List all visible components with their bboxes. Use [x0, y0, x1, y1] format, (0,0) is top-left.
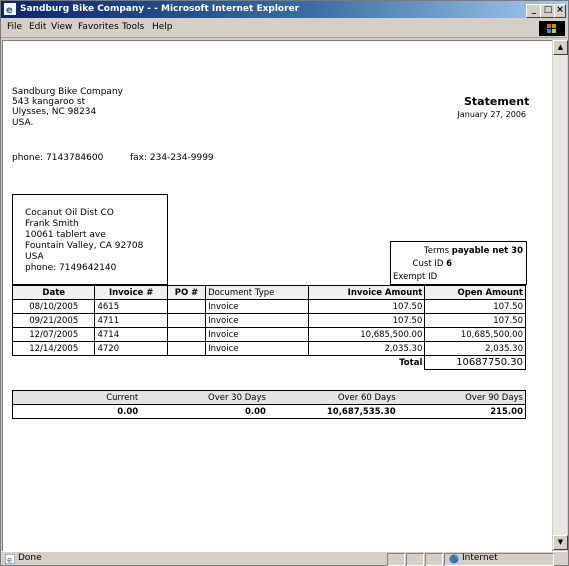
terms-line: [392, 246, 523, 256]
cell-date: 09/21/2005: [13, 314, 95, 328]
company-phone: phone: 7143784600: [12, 153, 104, 163]
page-done-icon: [5, 554, 15, 564]
scroll-down-button[interactable]: ▼: [553, 535, 568, 550]
cell-invoice-number: 4720: [95, 342, 167, 356]
menu-favorites[interactable]: Favorites: [78, 22, 119, 32]
col-po-number: PO #: [167, 286, 205, 300]
vertical-scrollbar[interactable]: [552, 40, 567, 550]
aging-current-value: 0.00: [13, 405, 141, 419]
aging-90-value: 215.00: [398, 405, 526, 419]
cell-invoice-number: 4714: [95, 328, 167, 342]
title-bar[interactable]: [1, 1, 567, 18]
cell-open-amount: 2,035.30: [425, 342, 526, 356]
aging-header-row: [13, 391, 526, 405]
menu-tools[interactable]: Tools: [122, 22, 145, 32]
globe-icon: [449, 554, 459, 564]
status-text: Done: [18, 553, 42, 563]
total-row: [13, 356, 526, 370]
table-row: [13, 314, 526, 328]
cell-document-type: Invoice: [206, 328, 309, 342]
cell-document-type: Invoice: [206, 300, 309, 314]
aging-90-label: Over 90 Days: [398, 391, 526, 405]
window-title: Sandburg Bike Company - - Microsoft Internet Explorer: [20, 4, 300, 14]
cell-invoice-amount: 107.50: [308, 314, 425, 328]
svg-text:e: e: [6, 5, 13, 15]
aging-table: [12, 390, 526, 419]
exempt-id-label: Exempt ID: [393, 272, 438, 282]
cell-open-amount: 10,685,500.00: [425, 328, 526, 342]
cell-invoice-number: 4615: [95, 300, 167, 314]
col-invoice-amount: Invoice Amount: [308, 286, 425, 300]
cell-date: 08/10/2005: [13, 300, 95, 314]
aging-60-label: Over 60 Days: [268, 391, 398, 405]
status-cell-3: [425, 553, 443, 566]
security-zone: [444, 553, 554, 566]
customer-name: Cocanut Oil Dist CO: [25, 208, 114, 218]
company-fax: fax: 234-234-9999: [130, 153, 214, 163]
status-cell-2: [406, 553, 424, 566]
statement-title: Statement: [464, 95, 530, 108]
statement-date: January 27, 2006: [457, 110, 526, 119]
cell-open-amount: 107.50: [425, 314, 526, 328]
customer-city: Fountain Valley, CA 92708: [25, 241, 144, 251]
customer-country: USA: [25, 252, 44, 262]
close-button[interactable]: ×: [554, 4, 566, 18]
invoice-header-row: [13, 286, 526, 300]
cell-po-number: [167, 342, 205, 356]
aging-current-label: Current: [13, 391, 141, 405]
cell-po-number: [167, 328, 205, 342]
table-row: [13, 328, 526, 342]
status-cell-1: [387, 553, 405, 566]
cust-id-label: Cust ID: [412, 259, 444, 269]
menu-bar: [1, 19, 567, 38]
windows-logo-icon: [539, 21, 565, 36]
zone-label: Internet: [462, 553, 498, 563]
cell-po-number: [167, 300, 205, 314]
customer-street: 10061 tablert ave: [25, 230, 106, 240]
cust-id-line: [392, 259, 452, 269]
customer-phone: phone: 7149642140: [25, 263, 117, 273]
aging-60-value: 10,687,535.30: [268, 405, 398, 419]
terms-label: Terms: [424, 246, 450, 256]
aging-30-label: Over 30 Days: [140, 391, 268, 405]
scroll-up-button[interactable]: ▲: [553, 40, 568, 55]
invoice-table: [12, 285, 526, 370]
menu-edit[interactable]: Edit: [29, 22, 47, 32]
cell-document-type: Invoice: [206, 342, 309, 356]
cell-document-type: Invoice: [206, 314, 309, 328]
cell-invoice-amount: 2,035.30: [308, 342, 425, 356]
table-row: [13, 342, 526, 356]
cell-invoice-number: 4711: [95, 314, 167, 328]
col-date: Date: [13, 286, 95, 300]
cell-invoice-amount: 10,685,500.00: [308, 328, 425, 342]
aging-value-row: [13, 405, 526, 419]
company-name: Sandburg Bike Company: [12, 87, 123, 97]
status-bar: [1, 551, 567, 565]
cell-invoice-amount: 107.50: [308, 300, 425, 314]
company-country: USA.: [12, 118, 34, 128]
col-open-amount: Open Amount: [425, 286, 526, 300]
col-document-type: Document Type: [206, 286, 309, 300]
total-spacer: [13, 356, 309, 370]
cell-date: 12/14/2005: [13, 342, 95, 356]
cell-po-number: [167, 314, 205, 328]
table-row: [13, 300, 526, 314]
terms-value: payable net 30: [451, 246, 523, 256]
menu-help[interactable]: Help: [152, 22, 173, 32]
company-city: Ulysses, NC 98234: [12, 107, 97, 117]
cust-id-value: 6: [446, 259, 452, 269]
company-street: 543 kangaroo st: [12, 97, 86, 107]
aging-30-value: 0.00: [140, 405, 268, 419]
customer-contact: Frank Smith: [25, 219, 79, 229]
maximize-button[interactable]: □: [540, 4, 556, 18]
col-invoice-number: Invoice #: [95, 286, 167, 300]
minimize-button[interactable]: _: [526, 4, 542, 18]
internet-explorer-icon: [4, 3, 16, 15]
cell-date: 12/07/2005: [13, 328, 95, 342]
svg-text:e: e: [7, 555, 12, 564]
total-value: 10687750.30: [425, 356, 526, 370]
menu-file[interactable]: File: [7, 22, 23, 32]
total-label: Total: [399, 357, 423, 368]
cell-open-amount: 107.50: [425, 300, 526, 314]
menu-view[interactable]: View: [51, 22, 73, 32]
